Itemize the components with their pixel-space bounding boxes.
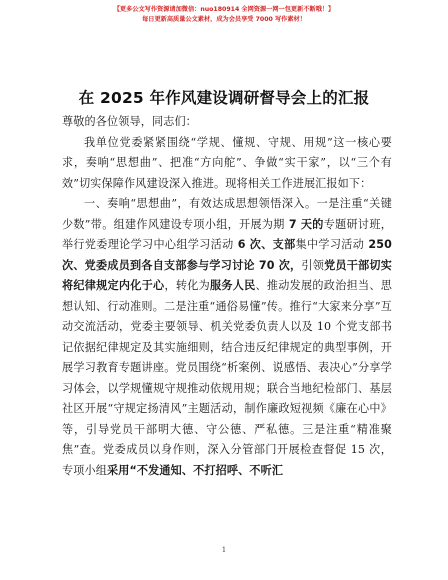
- document-body: [62, 112, 392, 481]
- salutation: 尊敬的各位领导，同志们：: [62, 115, 197, 128]
- text-run: 集中学习活动: [295, 238, 365, 251]
- text-run: 引领: [301, 258, 325, 272]
- emphasis-run: 党员干部切实将纪律规定内化于心: [62, 258, 392, 292]
- emphasis-run: 6 次、支部: [233, 238, 296, 251]
- text-run: ，转化为: [164, 279, 210, 292]
- banner-line-1: 【更多公文写作资源请加微信：nuo180914 全网资源一网一包更新不断哦！】: [113, 6, 335, 13]
- promo-banner: [0, 5, 448, 25]
- page-number: 1: [221, 546, 227, 554]
- text-run: 专题研讨班，举行党委理论学习中心组学习活动: [62, 217, 392, 251]
- document-title: 在 2025 年作风建设调研督导会上的汇报: [78, 89, 370, 107]
- emphasis-run: 250 次、党委成员到各自支部参与学习讨论 70 次，: [62, 238, 392, 272]
- banner-line-2: 每日更新高质量公文素材，成为会员享受 7000 写作素材！: [142, 16, 306, 23]
- paragraph-section-1: [62, 194, 392, 481]
- text-run: 、推动发展的政治担当、思想认知、行动准则。二是注重“通俗易懂”传。推行“大家来分享”互动交流活动，党委主要领导、机关党委负责人以及 10 个党支部书记依据纪律规定及其实施细则，结合违反纪律规定的典型事例，开展学习教育专题讲座。党员围绕“析案例、说感悟、表决心”分享学习体会，以学规懂规守规推动依规用规；联合当地纪检部门、基层社区开展“守规定扬清风”主题活动，制作廉政短视频《廉在心中》等，引导党员干部明大德、守公德、严私德。三是注重“精准聚焦”查。党委成员以身作则，深入分管部门开展检查督促 15 次，专项小组: [62, 279, 392, 477]
- emphasis-run: 采用“不发通知、不打招呼、不听汇: [106, 463, 284, 477]
- emphasis-run: 7 天的: [284, 217, 324, 231]
- paragraph-intro: 我单位党委紧紧围绕“学规、懂规、守规、用规”这一核心要求，奏响“思想曲”、把准“方向舵”、争做“实干家”，以“三个有效”切实保障作风建设深入推进。现将相关工作进展汇报如下：: [62, 135, 392, 190]
- text-run: 一、奏响“思想曲”，有效达成思想领悟深入。一是注重“关键少数”带。组建作风建设专项小组，开展为期: [62, 197, 392, 231]
- emphasis-run: 服务人民: [209, 279, 256, 292]
